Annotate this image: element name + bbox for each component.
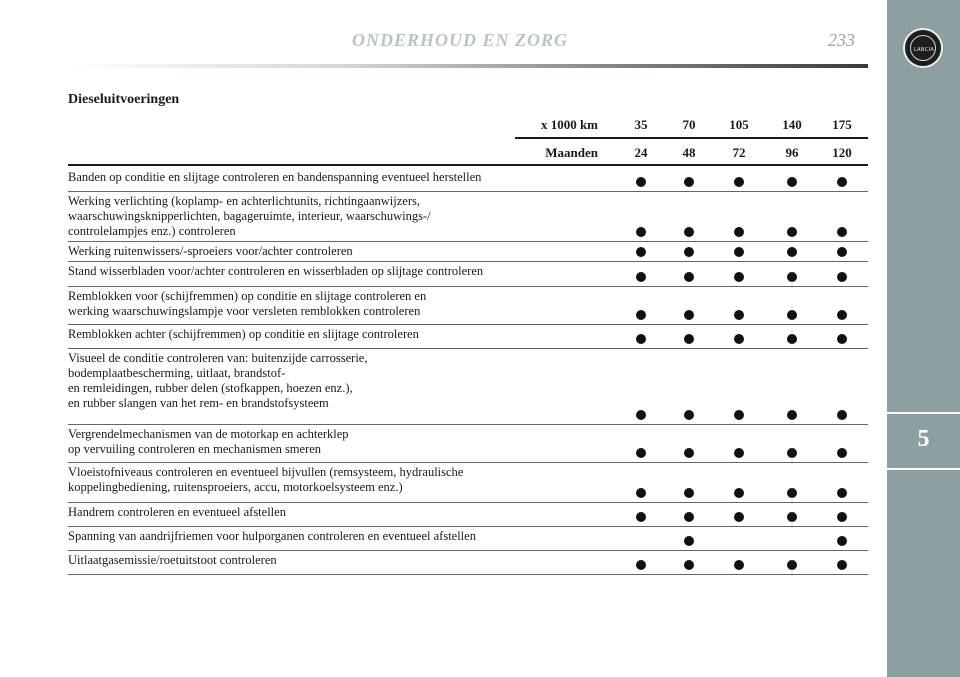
row-text: Stand wisserbladen voor/achter controleren en wisserbladen op slijtage controleren [68,264,484,278]
lancia-logo [903,28,943,68]
service-dot-icon [837,536,847,546]
row-text: Spanning van aandrijfriemen voor hulporganen controleren en eventueel afstellen [68,529,476,543]
row-divider [68,550,868,551]
km-value-2: 105 [729,117,749,132]
service-dot-icon [787,177,797,187]
service-dot-icon [787,410,797,420]
row-text: Werking ruitenwissers/-sproeiers voor/achter controleren [68,244,353,258]
service-dot-icon [837,177,847,187]
service-dot-icon [787,334,797,344]
row-divider [68,324,868,325]
row-text: Remblokken voor (schijfremmen) op conditie en slijtage controleren en werking waarschuwingslampje voor versleten remblokken controleren [68,289,427,318]
chapter-sidebar [887,0,960,677]
row-divider [68,424,868,425]
chapter-tab-top-rule [887,412,960,414]
service-dot-icon [734,227,744,237]
service-dot-icon [837,272,847,282]
service-dot-icon [636,560,646,570]
header-divider [515,137,868,139]
service-dot-icon [837,488,847,498]
row-divider [68,261,868,262]
service-dot-icon [787,310,797,320]
month-value-0: 24 [634,145,648,160]
row-divider [68,241,868,242]
service-dot-icon [684,334,694,344]
service-dot-icon [787,247,797,257]
service-dot-icon [636,410,646,420]
service-dot-icon [787,488,797,498]
service-dot-icon [636,448,646,458]
row-divider [68,462,868,463]
km-label: x 1000 km [540,117,598,132]
service-dot-icon [636,272,646,282]
row-text: Remblokken achter (schijfremmen) op conditie en slijtage controleren [68,327,419,341]
service-dot-icon [837,334,847,344]
service-dot-icon [684,272,694,282]
service-dot-icon [636,512,646,522]
month-value-4: 120 [832,145,852,160]
row-text: Banden op conditie en slijtage controleren en bandenspanning eventueel herstellen [68,170,482,184]
service-dot-icon [636,334,646,344]
row-text: Visueel de conditie controleren van: buitenzijde carrosserie, bodemplaatbescherming, uitlaat, brandstof- en remleidingen, rubber delen (stofkappen, hoezen enz.), en rubber slangen van het rem- en brandstofsysteem [68,351,368,410]
km-value-1: 70 [682,117,696,132]
service-dot-icon [684,177,694,187]
service-dot-icon [734,560,744,570]
service-dot-icon [684,448,694,458]
service-dot-icon [787,448,797,458]
service-dot-icon [837,560,847,570]
row-divider [68,526,868,527]
service-dot-icon [734,488,744,498]
service-dot-icon [636,310,646,320]
service-dot-icon [636,227,646,237]
row-text: Vergrendelmechanismen van de motorkap en achterklep op vervuiling controleren en mechanismen smeren [68,427,349,456]
header-title: ONDERHOUD EN ZORG [352,30,569,50]
row-text: Vloeistofniveaus controleren en eventueel bijvullen (remsysteem, hydraulische koppelingbediening, ruitensproeiers, accu, motorkoelsysteem enz.) [68,465,464,494]
service-dot-icon [684,227,694,237]
km-value-3: 140 [782,117,802,132]
service-dot-icon [837,410,847,420]
service-dot-icon [787,512,797,522]
service-dot-icon [684,560,694,570]
logo-ring-icon [910,35,936,61]
service-dot-icon [837,448,847,458]
service-dot-icon [837,247,847,257]
km-value-4: 175 [832,117,852,132]
service-dot-icon [684,536,694,546]
row-divider [68,348,868,349]
row-divider [68,191,868,192]
service-dot-icon [636,247,646,257]
chapter-number[interactable]: 5 [917,426,930,452]
km-value-0: 35 [634,117,648,132]
service-dot-icon [734,410,744,420]
month-value-3: 96 [785,145,799,160]
row-text: Uitlaatgasemissie/roetuitstoot controleren [68,553,277,567]
service-dot-icon [734,334,744,344]
service-dot-icon [684,247,694,257]
service-dot-icon [787,272,797,282]
service-dot-icon [837,227,847,237]
service-dot-icon [684,410,694,420]
service-dot-icon [787,227,797,237]
row-divider [68,502,868,503]
row-text: Handrem controleren en eventueel afstellen [68,505,286,519]
table-top-rule [68,164,868,166]
header-rule [68,64,868,68]
service-dot-icon [837,310,847,320]
service-dot-icon [787,560,797,570]
service-dot-icon [734,247,744,257]
service-dot-icon [684,488,694,498]
service-dot-icon [837,512,847,522]
page-number: 233 [828,30,855,50]
service-dot-icon [636,488,646,498]
month-value-2: 72 [732,145,746,160]
service-dot-icon [636,177,646,187]
service-dot-icon [734,448,744,458]
service-dot-icon [734,177,744,187]
logo-text: LANCIA [913,47,935,53]
month-value-1: 48 [682,145,696,160]
row-divider [68,286,868,287]
section-title: Dieseluitvoeringen [68,92,180,107]
service-dot-icon [734,512,744,522]
chapter-tab-bottom-rule [887,468,960,470]
month-label: Maanden [545,145,598,160]
row-text: Werking verlichting (koplamp- en achterlichtunits, richtingaanwijzers, waarschuwingsknipperlichten, bagageruimte, interieur, waarschuwings-/ controlelampjes enz.) controleren [68,194,431,238]
row-divider [68,574,868,575]
service-dot-icon [734,272,744,282]
service-dot-icon [734,310,744,320]
service-dot-icon [684,310,694,320]
service-dot-icon [684,512,694,522]
